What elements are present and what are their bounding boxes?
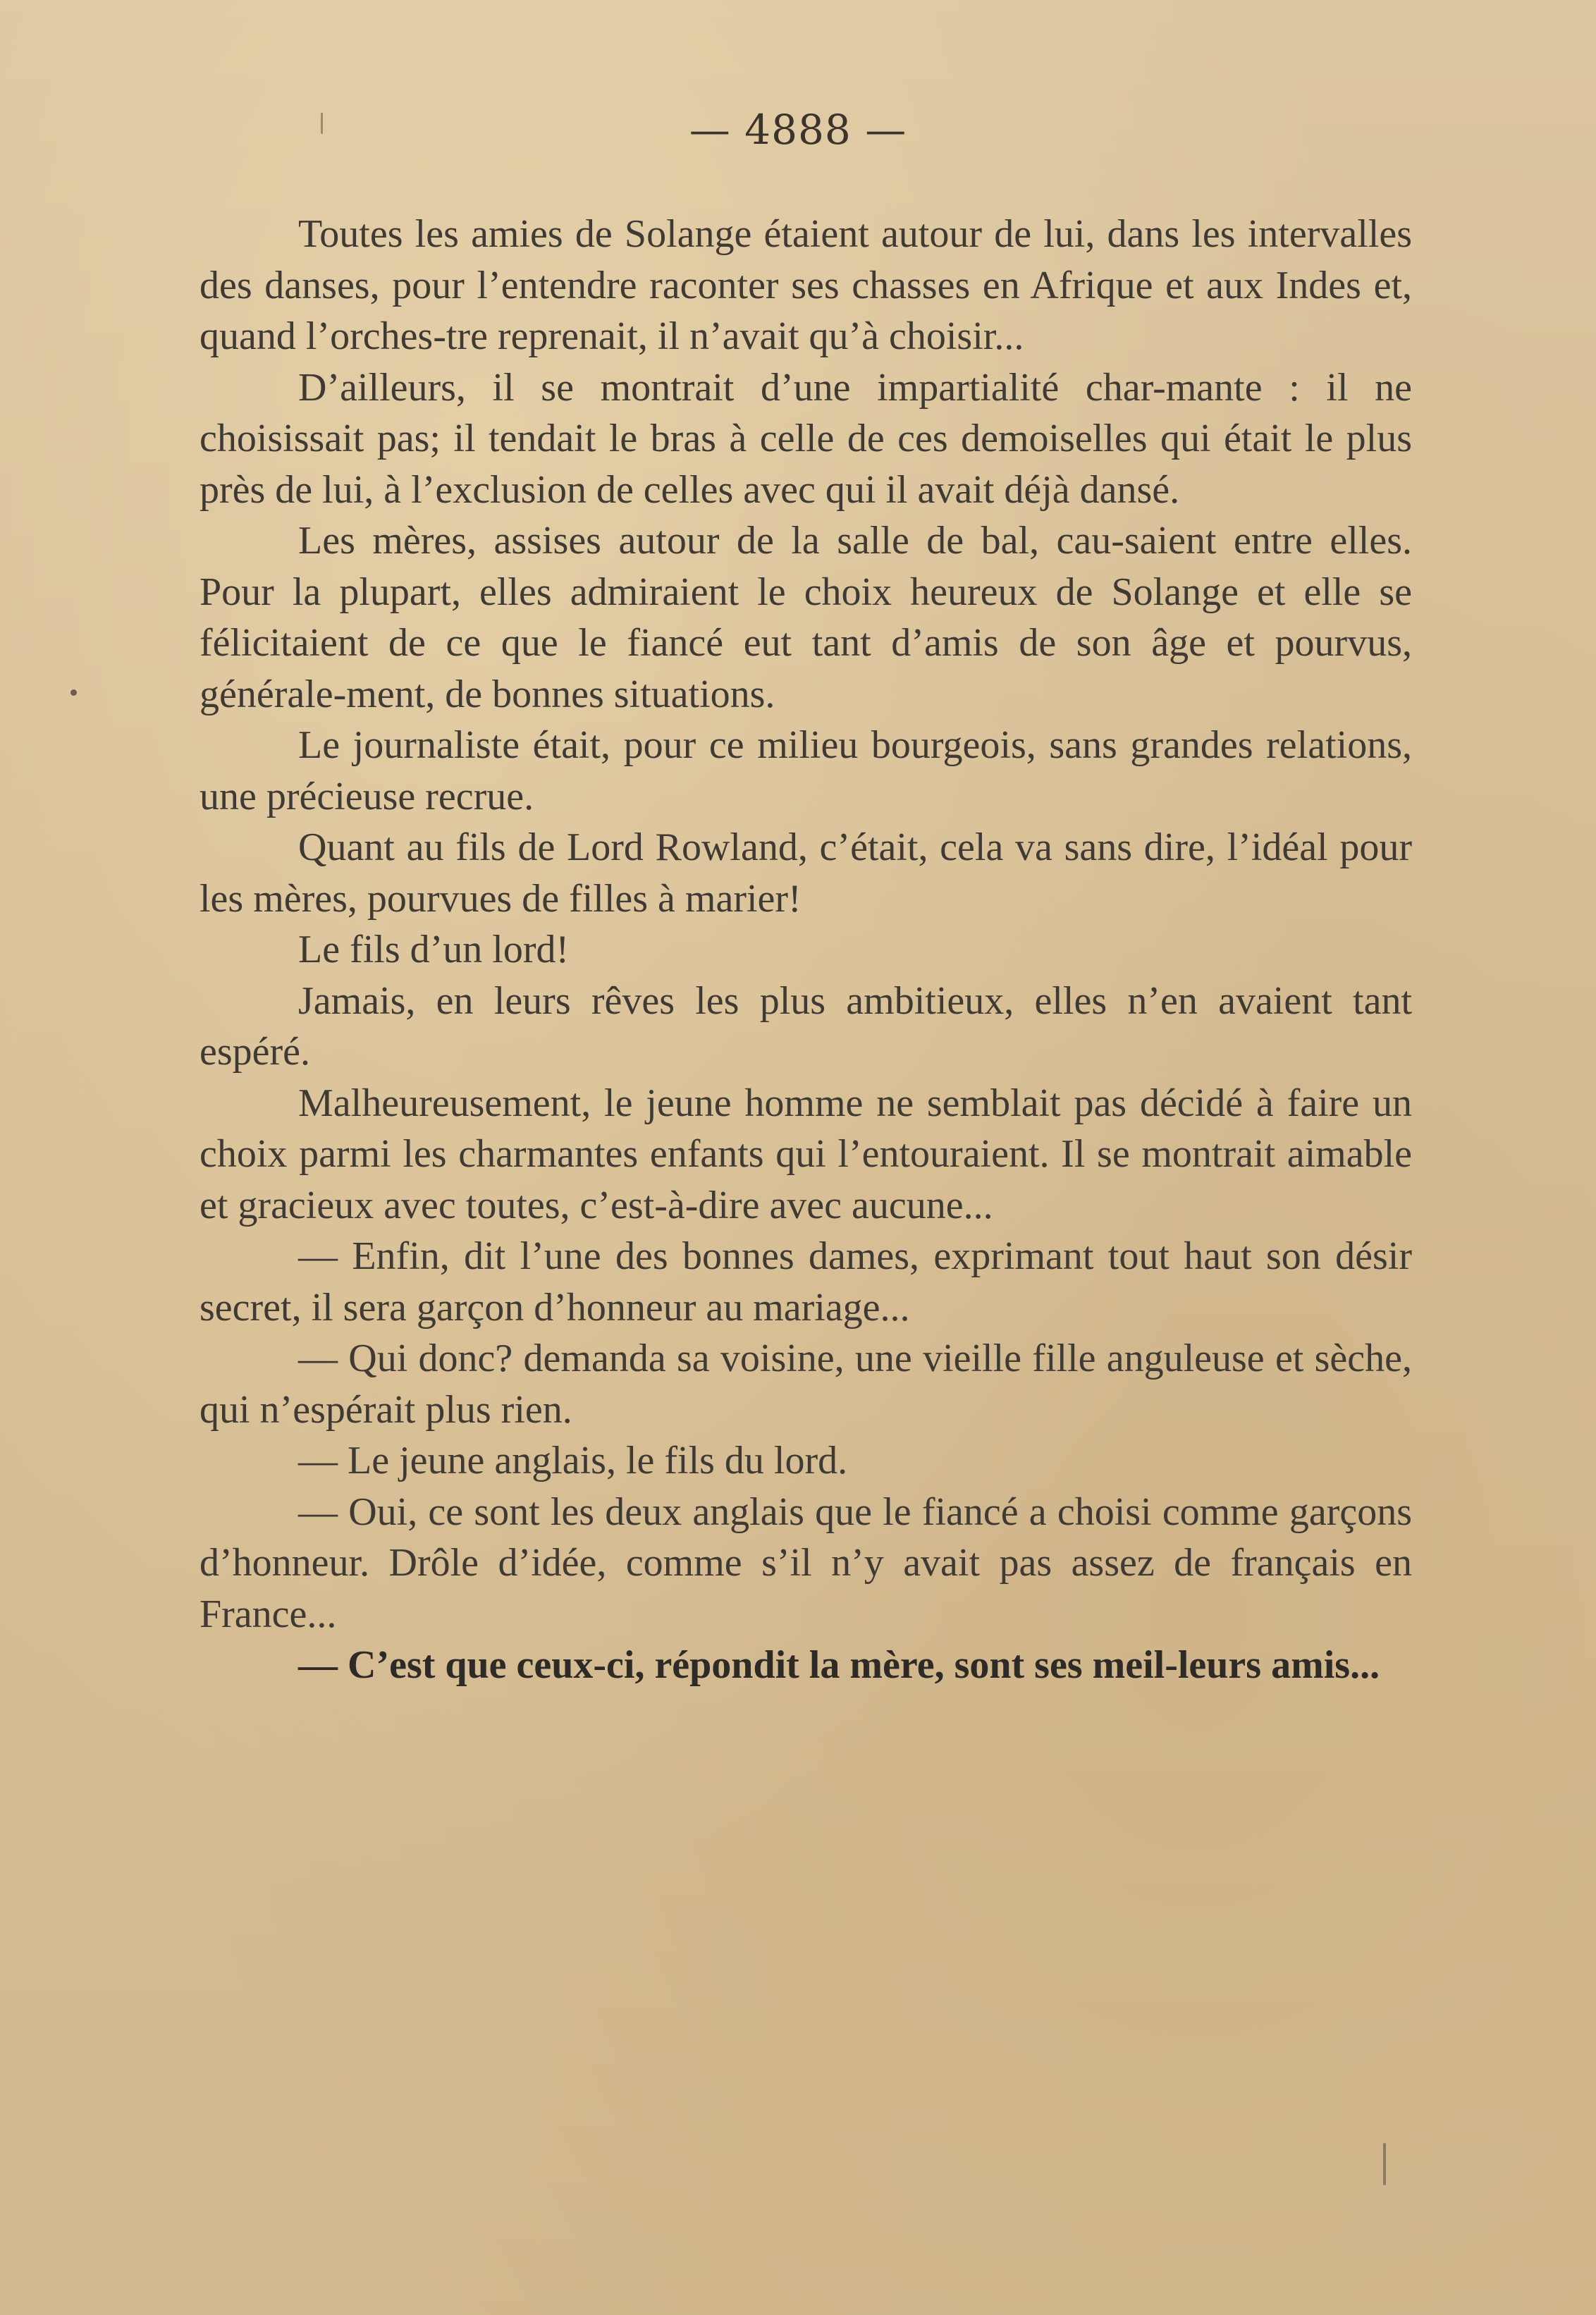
paragraph: — Qui donc? demanda sa voisine, une vieille fille anguleuse et sèche, qui n’espérait plus rien. bbox=[200, 1337, 1412, 1432]
paragraph: Les mères, assises autour de la salle de bal, cau-saient entre elles. Pour la plupart, elles admiraient le choix heureux de Solange et elle se félicitaient de ce que le fiancé eut tant d’amis de son âge et pourvus, générale-ment, de bonnes situations. bbox=[200, 519, 1412, 716]
paragraph: Quant au fils de Lord Rowland, c’était, cela va sans dire, l’idéal pour les mères, pourvues de filles à marier! bbox=[200, 825, 1412, 921]
paragraph: Le journaliste était, pour ce milieu bourgeois, sans grandes relations, une précieuse recrue. bbox=[200, 723, 1412, 818]
page-number: — 4888 — bbox=[689, 106, 907, 154]
paper-speck bbox=[321, 113, 323, 134]
paragraph: D’ailleurs, il se montrait d’une impartialité char-mante : il ne choisissait pas; il tendait le bras à celle de ces demoiselles qui était le plus près de lui, à l’exclusion de celles avec qui il avait déjà dansé. bbox=[200, 365, 1412, 512]
paragraph: Malheureusement, le jeune homme ne semblait pas décidé à faire un choix parmi les charmantes enfants qui l’entouraient. Il se montrait aimable et gracieux avec toutes, c’est-à-dire avec aucune... bbox=[200, 1081, 1412, 1227]
paper-speck bbox=[1383, 2143, 1386, 2185]
paragraph: — Le jeune anglais, le fils du lord. bbox=[298, 1439, 848, 1482]
text-body bbox=[200, 209, 1412, 1691]
paragraph: Jamais, en leurs rêves les plus ambitieux, elles n’en avaient tant espéré. bbox=[200, 978, 1412, 1074]
paragraph: — C’est que ceux-ci, répondit la mère, sont ses meil-leurs amis... bbox=[298, 1643, 1380, 1687]
paragraph: Le fils d’un lord! bbox=[298, 928, 570, 971]
paragraph: — Oui, ce sont les deux anglais que le fiancé a choisi comme garçons d’honneur. Drôle d’idée, comme s’il n’y avait pas assez de français en France... bbox=[200, 1490, 1412, 1636]
paper-speck bbox=[70, 689, 77, 696]
paragraph: — Enfin, dit l’une des bonnes dames, exprimant tout haut son désir secret, il sera garçon d’honneur au mariage... bbox=[200, 1234, 1412, 1330]
paragraph: Toutes les amies de Solange étaient autour de lui, dans les intervalles des danses, pour l’entendre raconter ses chasses en Afrique et aux Indes et, quand l’orches-tre reprenait, il n’avait qu’à choisir... bbox=[200, 212, 1412, 358]
